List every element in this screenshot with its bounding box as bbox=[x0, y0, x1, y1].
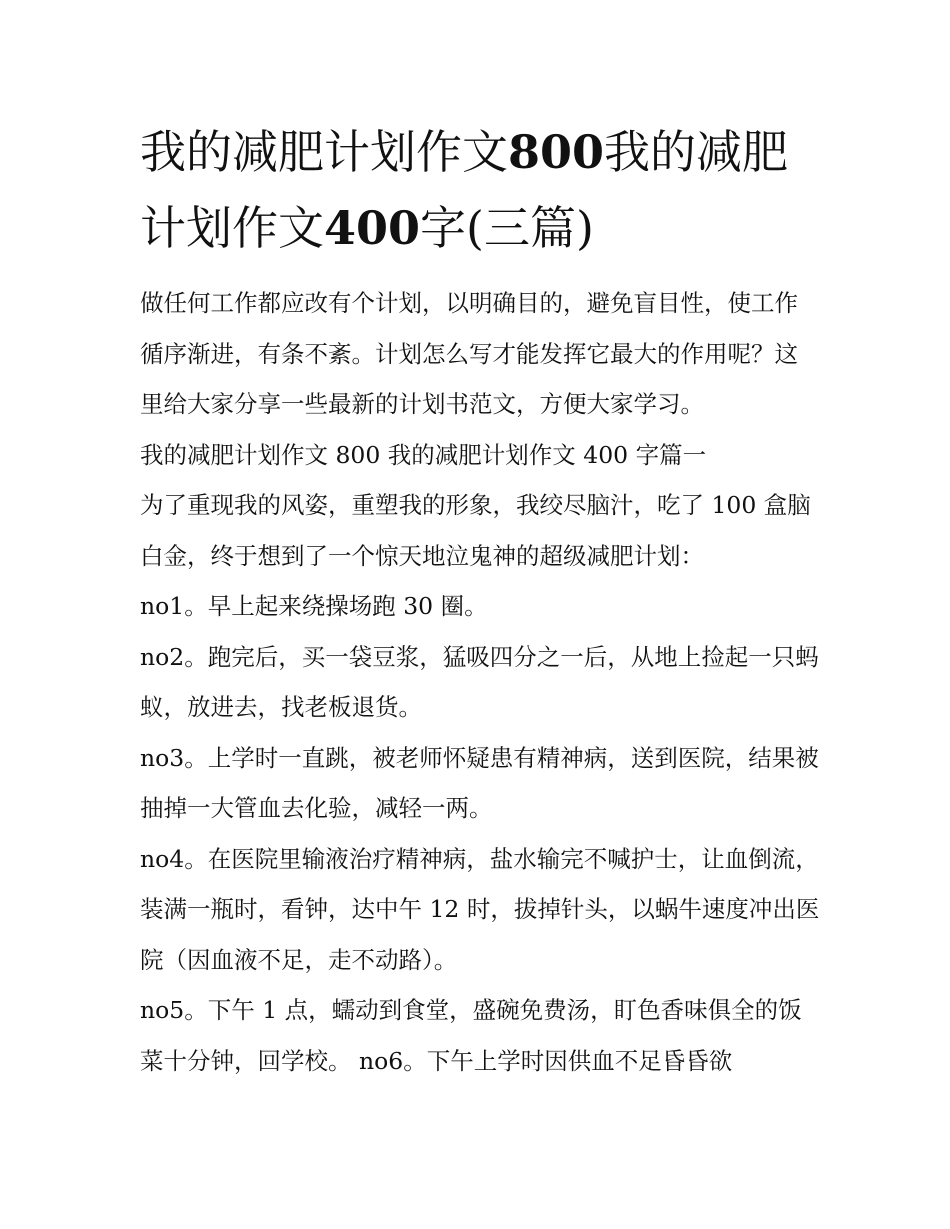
document-body bbox=[140, 278, 820, 1086]
title-number: 800 bbox=[508, 125, 605, 179]
document-title bbox=[140, 114, 820, 266]
plan-item: no3。上学时一直跳，被老师怀疑患有精神病，送到医院，结果被抽掉一大管血去化验，减轻一两。 bbox=[140, 743, 819, 822]
intro-paragraph: 做任何工作都应改有个计划，以明确目的，避免盲目性，使工作循序渐进，有条不紊。计划怎么写才能发挥它最大的作用呢？这里给大家分享一些最新的计划书范文，方便大家学习。 bbox=[140, 289, 798, 418]
body-paragraph: 为了重现我的风姿，重塑我的形象，我绞尽脑汁，吃了 100 盒脑白金，终于想到了一个惊天地泣鬼神的超级减肥计划： bbox=[140, 491, 811, 570]
plan-item: no1。早上起来绕操场跑 30 圈。 bbox=[140, 592, 488, 620]
title-part: 我的减肥计划作文 bbox=[140, 125, 508, 179]
title-part: 我的减肥计划作文 bbox=[140, 125, 789, 255]
title-number: 400 bbox=[324, 201, 421, 255]
plan-item: no2。跑完后，买一袋豆浆，猛吸四分之一后，从地上捡起一只蚂蚁，放进去，找老板退货。 bbox=[140, 642, 819, 721]
plan-item: no4。在医院里输液治疗精神病，盐水输完不喊护士，让血倒流，装满一瓶时，看钟，达中午 12 时，拔掉针头，以蜗牛速度冲出医院（因血液不足，走不动路）。 bbox=[140, 844, 820, 974]
section-heading: 我的减肥计划作文 800 我的减肥计划作文 400 字篇一 bbox=[140, 440, 707, 469]
title-part: 字(三篇) bbox=[420, 201, 594, 255]
plan-item: no5。下午 1 点，蠕动到食堂，盛碗免费汤，盯色香味俱全的饭菜十分钟，回学校。 no6。下午上学时因供血不足昏昏欲 bbox=[140, 996, 802, 1075]
